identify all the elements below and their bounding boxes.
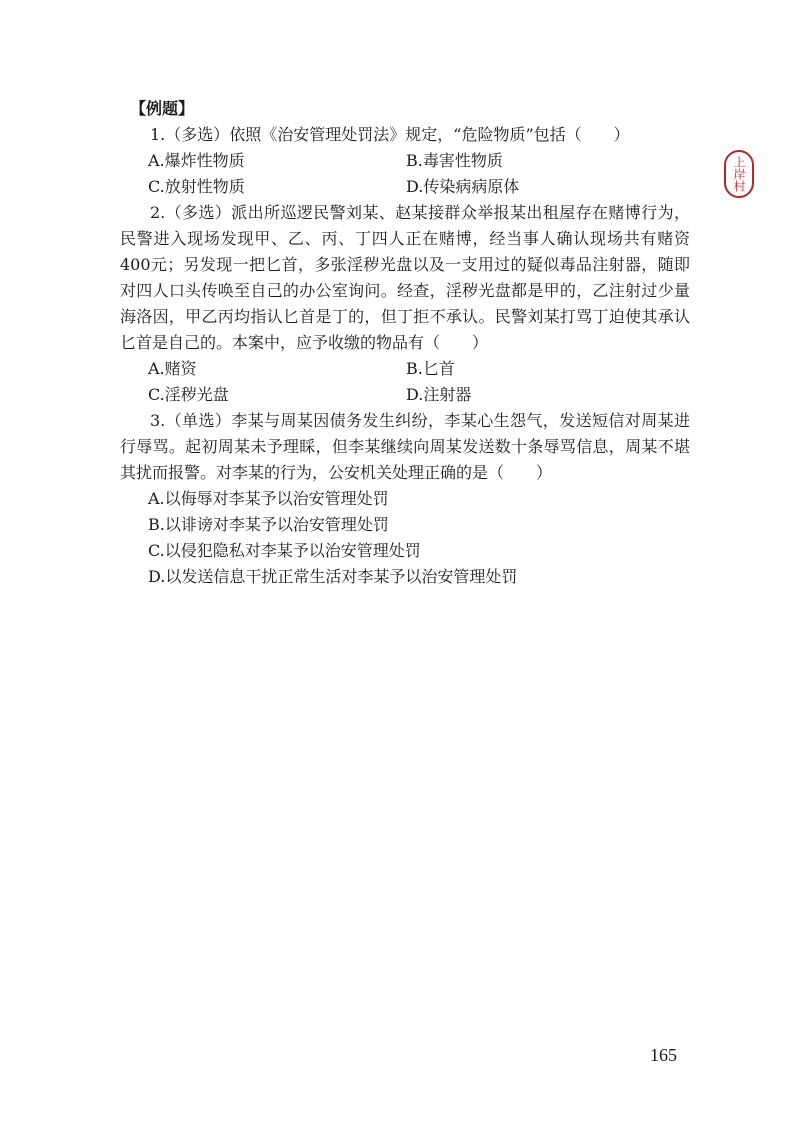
question-1: [120, 122, 690, 200]
publisher-stamp: [724, 150, 754, 198]
option-d: D.以发送信息干扰正常生活对李某予以治安管理处罚: [148, 567, 518, 586]
option-a: A.赌资: [148, 359, 197, 378]
option-c: C.放射性物质: [148, 177, 245, 196]
question-3: [120, 408, 690, 590]
question-options: [148, 148, 690, 200]
question-2: [120, 200, 690, 408]
question-options: [148, 356, 690, 408]
option-b: B.以诽谤对李某予以治安管理处罚: [148, 515, 389, 534]
option-d: D.传染病病原体: [406, 177, 520, 196]
option-d: D.注射器: [406, 385, 472, 404]
section-heading: 【例题】: [130, 99, 195, 118]
option-c: C.以侵犯隐私对李某予以治安管理处罚: [148, 541, 421, 560]
option-a: A.爆炸性物质: [148, 151, 245, 170]
stamp-text: 上岸村: [732, 156, 746, 192]
question-stem: 3.（单选）李某与周某因债务发生纠纷，李某心生怨气，发送短信对周某进行辱骂。起初周某未予理睬，但李某继续向周某发送数十条辱骂信息，周某不堪其扰而报警。对李某的行为，公安机关处理正确的是（ ）: [120, 411, 690, 482]
option-b: B.毒害性物质: [406, 151, 503, 170]
question-options: [120, 486, 690, 590]
question-stem: 1.（多选）依照《治安管理处罚法》规定，“危险物质”包括（ ）: [150, 125, 630, 144]
option-c: C.淫秽光盘: [148, 385, 229, 404]
page-content: [120, 96, 690, 590]
question-stem: 2.（多选）派出所巡逻民警刘某、赵某接群众举报某出租屋存在赌博行为，民警进入现场发现甲、乙、丙、丁四人正在赌博，经当事人确认现场共有赌资400元；另发现一把匕首，多张淫秽光盘以及一支用过的疑似毒品注射器，随即对四人口头传唤至自己的办公室询问。经查，淫秽光盘都是甲的，乙注射过少量海洛因，甲乙丙均指认匕首是丁的，但丁拒不承认。民警刘某打骂丁迫使其承认匕首是自己的。本案中，应予收缴的物品有（ ）: [120, 203, 690, 352]
option-a: A.以侮辱对李某予以治安管理处罚: [148, 489, 389, 508]
page-number: 165: [650, 1045, 677, 1065]
option-b: B.匕首: [406, 359, 455, 378]
